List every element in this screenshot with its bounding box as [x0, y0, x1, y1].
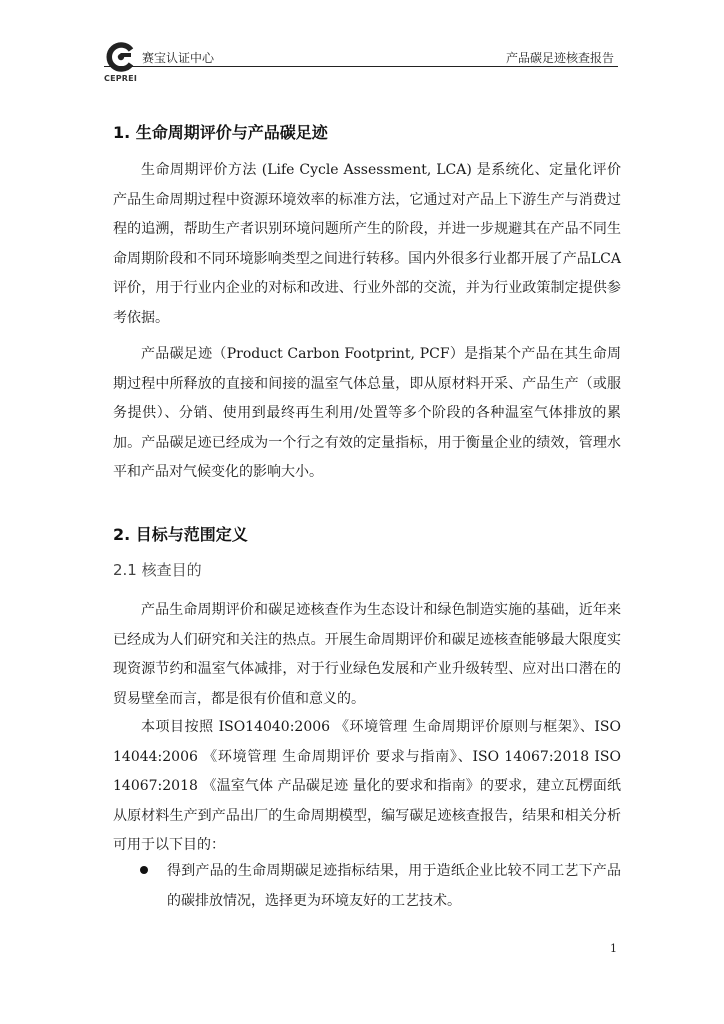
- bullet-icon: [140, 866, 148, 874]
- ceprei-logo-icon: [104, 42, 138, 72]
- page-header: [104, 38, 618, 84]
- report-title: 产品碳足迹核查报告: [505, 51, 614, 65]
- section-2-1-heading: 2.1 核查目的: [113, 561, 202, 579]
- org-abbreviation: CEPREI: [104, 74, 138, 83]
- header-divider: [104, 66, 618, 67]
- org-name: 赛宝认证中心: [142, 51, 215, 65]
- section-2-paragraph-2: 本项目按照 ISO14040:2006 《环境管理 生命周期评价原则与框架》、ISO 14044:2006 《环境管理 生命周期评价 要求与指南》、ISO 14067:2018 ISO 14067:2018 《温室气体 产品碳足迹 量化的要求和指南》的要求，建立瓦楞面纸从原材料生产到产品出厂的生命周期模型，编写碳足迹核查报告，结果和相关分析可用于以下目的：: [113, 719, 621, 853]
- list-item-text: 得到产品的生命周期碳足迹指标结果，用于造纸企业比较不同工艺下产品的碳排放情况，选择更为环境友好的工艺技术。: [167, 863, 621, 909]
- section-1-paragraph-2: 产品碳足迹（Product Carbon Footprint, PCF）是指某个产品在其生命周期过程中所释放的直接和间接的温室气体总量，即从原材料开采、产品生产（或服务提供）、分销、使用到最终再生利用/处置等多个阶段的各种温室气体排放的累加。产品碳足迹已经成为一个行之有效的定量指标，用于衡量企业的绩效，管理水平和产品对气候变化的影响大小。: [113, 346, 621, 480]
- section-2-heading: 2. 目标与范围定义: [113, 525, 248, 544]
- section-1-paragraph-1: 生命周期评价方法 (Life Cycle Assessment, LCA) 是系统化、定量化评价产品生命周期过程中资源环境效率的标准方法，它通过对产品上下游生产与消费过程的追溯，帮助生产者识别环境问题所产生的阶段，并进一步规避其在产品不同生命周期阶段和不同环境影响类型之间进行转移。国内外很多行业都开展了产品LCA评价，用于行业内企业的对标和改进、行业外部的交流，并为行业政策制定提供参考依据。: [113, 162, 621, 326]
- section-1-heading: 1. 生命周期评价与产品碳足迹: [113, 123, 328, 142]
- page-number: 1: [610, 942, 617, 955]
- section-2-paragraph-1: 产品生命周期评价和碳足迹核查作为生态设计和绿色制造实施的基础，近年来已经成为人们研究和关注的热点。开展生命周期评价和碳足迹核查能够最大限度实现资源节约和温室气体减排，对于行业绿色发展和产业升级转型、应对出口潜在的贸易壁垒而言，都是很有价值和意义的。: [113, 602, 621, 707]
